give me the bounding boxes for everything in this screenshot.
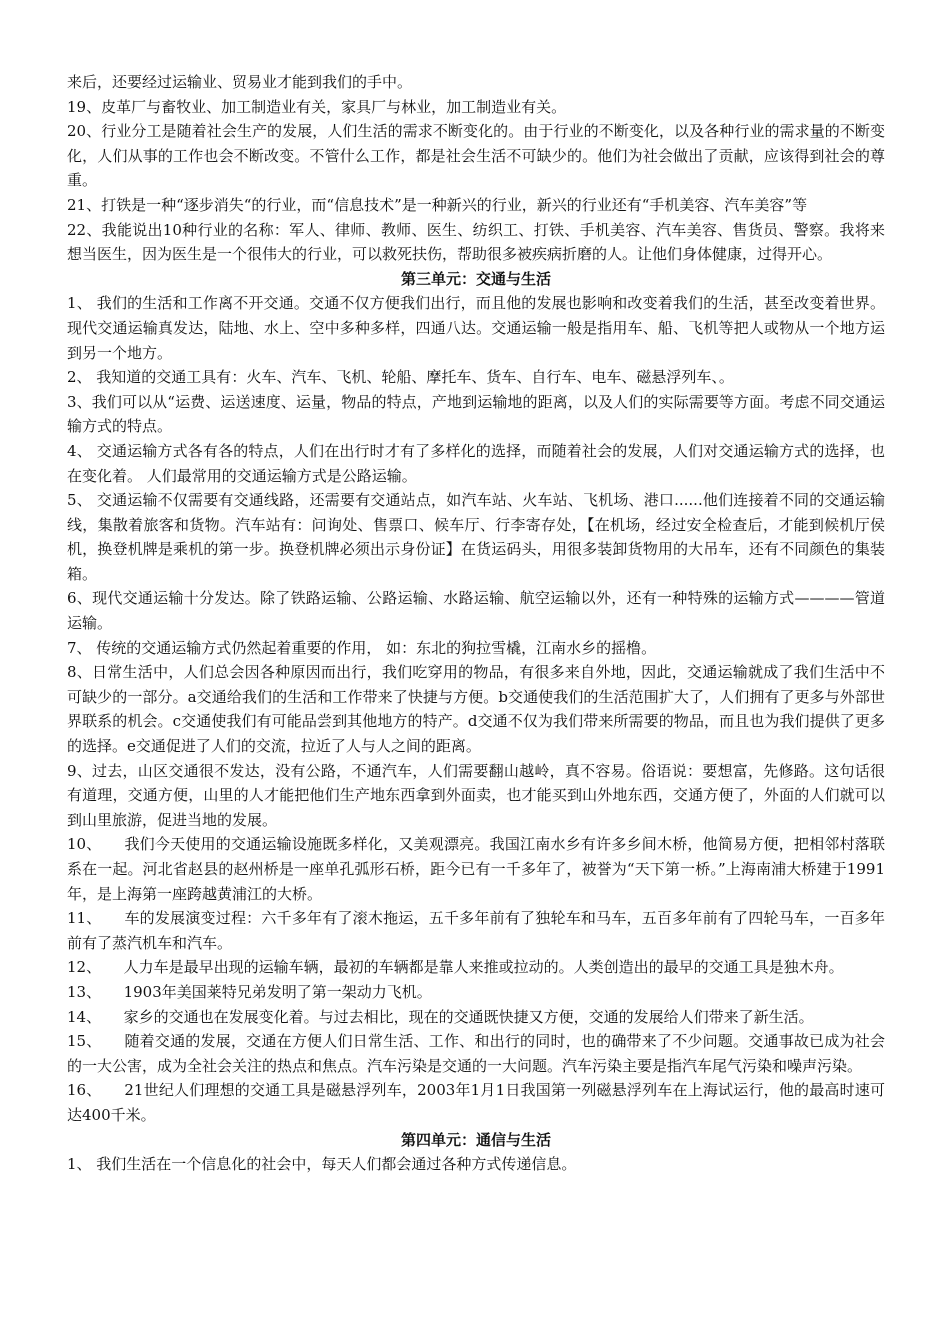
unit3-paragraph-10: 10、 我们今天使用的交通运输设施既多样化，又美观漂亮。我国江南水乡有许多乡间木桥，他简易方便，把相邻村落联系在一起。河北省赵县的赵州桥是一座单孔弧形石桥，距今已有一千多年了，被誉为“天下第一桥。”上海南浦大桥建于1991年，是上海第一座跨越黄浦江的大桥。 — [67, 835, 885, 903]
unit4-heading: 第四单元：通信与生活 — [400, 1130, 551, 1149]
paragraph-intro-19: 19、皮革厂与畜牧业、加工制造业有关，家具厂与林业，加工制造业有关。 — [67, 97, 567, 116]
paragraph-intro-1: 来后，还要经过运输业、贸易业才能到我们的手中。 — [67, 73, 413, 91]
paragraph-intro-22: 22、我能说出10种行业的名称：军人、律师、教师、医生、纺织工、打铁、手机美容、汽车美容、售货员、警察。我将来想当医生，因为医生是一个很伟大的行业，可以救死扶伤，帮助很多被疾病折磨的人。让他们身体健康，过得开心。 — [67, 220, 885, 264]
unit3-heading: 第三单元：交通与生活 — [400, 269, 551, 288]
unit3-paragraph-13: 13、 1903年美国莱特兄弟发明了第一架动力飞机。 — [67, 982, 432, 1001]
unit3-paragraph-12: 12、 人力车是最早出现的运输车辆，最初的车辆都是靠人来推或拉动的。人类创造出的最早的交通工具是独木舟。 — [67, 958, 844, 977]
unit3-paragraph-6: 6、现代交通运输十分发达。除了铁路运输、公路运输、水路运输、航空运输以外，还有一种特殊的运输方式————管道运输。 — [67, 589, 885, 633]
paragraph-intro-20: 20、行业分工是随着社会生产的发展，人们生活的需求不断变化的。由于行业的不断变化，以及各种行业的需求量的不断变化，人们从事的工作也会不断改变。不管什么工作，都是社会生活不可缺少的。他们为社会做出了贡献，应该得到社会的尊重。 — [67, 122, 885, 190]
unit3-paragraph-14: 14、 家乡的交通也在发展变化着。与过去相比，现在的交通既快捷又方便，交通的发展给人们带来了新生活。 — [67, 1007, 814, 1026]
unit3-paragraph-11: 11、 车的发展演变过程：六千多年有了滚木拖运，五千多年前有了独轮车和马车，五百多年前有了四轮马车，一百多年前有了蒸汽机车和汽车。 — [67, 909, 885, 952]
unit3-paragraph-1: 1、 我们的生活和工作离不开交通。交通不仅方便我们出行，而且他的发展也影响和改变着我们的生活，甚至改变着世界。现代交通运输真发达，陆地、水上、空中多种多样，四通八达。交通运输一般是指用车、船、飞机等把人或物从一个地方运到另一个地方。 — [67, 294, 885, 362]
document-page — [67, 70, 885, 1177]
paragraph-intro-21: 21、打铁是一种“逐步消失“的行业，而“信息技术”是一种新兴的行业，新兴的行业还有“手机美容、汽车美容”等 — [67, 195, 808, 214]
unit3-paragraph-15: 15、 随着交通的发展，交通在方便人们日常生活、工作、和出行的同时，也的确带来了不少问题。交通事故已成为社会的一大公害，成为全社会关注的热点和焦点。汽车污染是交通的一大问题。汽车污染主要是指汽车尾气污染和噪声污染。 — [67, 1032, 885, 1075]
unit4-paragraph-1: 1、 我们生活在一个信息化的社会中，每天人们都会通过各种方式传递信息。 — [67, 1155, 577, 1174]
unit3-paragraph-7: 7、 传统的交通运输方式仍然起着重要的作用， 如：东北的狗拉雪橇，江南水乡的摇橹。 — [67, 638, 657, 657]
unit3-paragraph-2: 2、 我知道的交通工具有：火车、汽车、飞机、轮船、摩托车、货车、自行车、电车、磁悬浮列车、。 — [67, 368, 734, 387]
unit3-paragraph-3: 3、我们可以从“运费、运送速度、运量，物品的特点，产地到运输地的距离，以及人们的实际需要等方面。考虑不同交通运输方式的特点。 — [67, 392, 885, 436]
unit3-paragraph-5: 5、 交通运输不仅需要有交通线路，还需要有交通站点，如汽车站、火车站、飞机场、港口......他们连接着不同的交通运输线，集散着旅客和货物。汽车站有：问询处、售票口、候车厅、行李寄存处，【在机场，经过安全检查后，才能到候机厅侯机，换登机牌是乘机的第一步。换登机牌必须出示身份证】在货运码头，用很多装卸货物用的大吊车，还有不同颜色的集装箱。 — [67, 491, 885, 583]
unit3-paragraph-16: 16、 21世纪人们理想的交通工具是磁悬浮列车，2003年1月1日我国第一列磁悬浮列车在上海试运行，他的最高时速可达400千米。 — [67, 1081, 885, 1124]
unit3-paragraph-8: 8、日常生活中，人们总会因各种原因而出行，我们吃穿用的物品，有很多来自外地，因此，交通运输就成了我们生活中不可缺少的一部分。a交通给我们的生活和工作带来了快捷与方便。b交通使我们的生活范围扩大了，人们拥有了更多与外部世界联系的机会。c交通使我们有可能品尝到其他地方的特产。d交通不仅为我们带来所需要的物品，而且也为我们提供了更多的选择。e交通促进了人们的交流，拉近了人与人之间的距离。 — [67, 663, 885, 756]
unit3-paragraph-4: 4、 交通运输方式各有各的特点，人们在出行时才有了多样化的选择，而随着社会的发展，人们对交通运输方式的选择，也在变化着。 人们最常用的交通运输方式是公路运输。 — [67, 441, 885, 485]
unit3-paragraph-9: 9、过去，山区交通很不发达，没有公路，不通汽车，人们需要翻山越岭，真不容易。俗语说：要想富，先修路。这句话很有道理，交通方便，山里的人才能把他们生产地东西拿到外面卖，也才能买到山外地东西，交通方便了，外面的人们就可以到山里旅游，促进当地的发展。 — [67, 761, 885, 829]
